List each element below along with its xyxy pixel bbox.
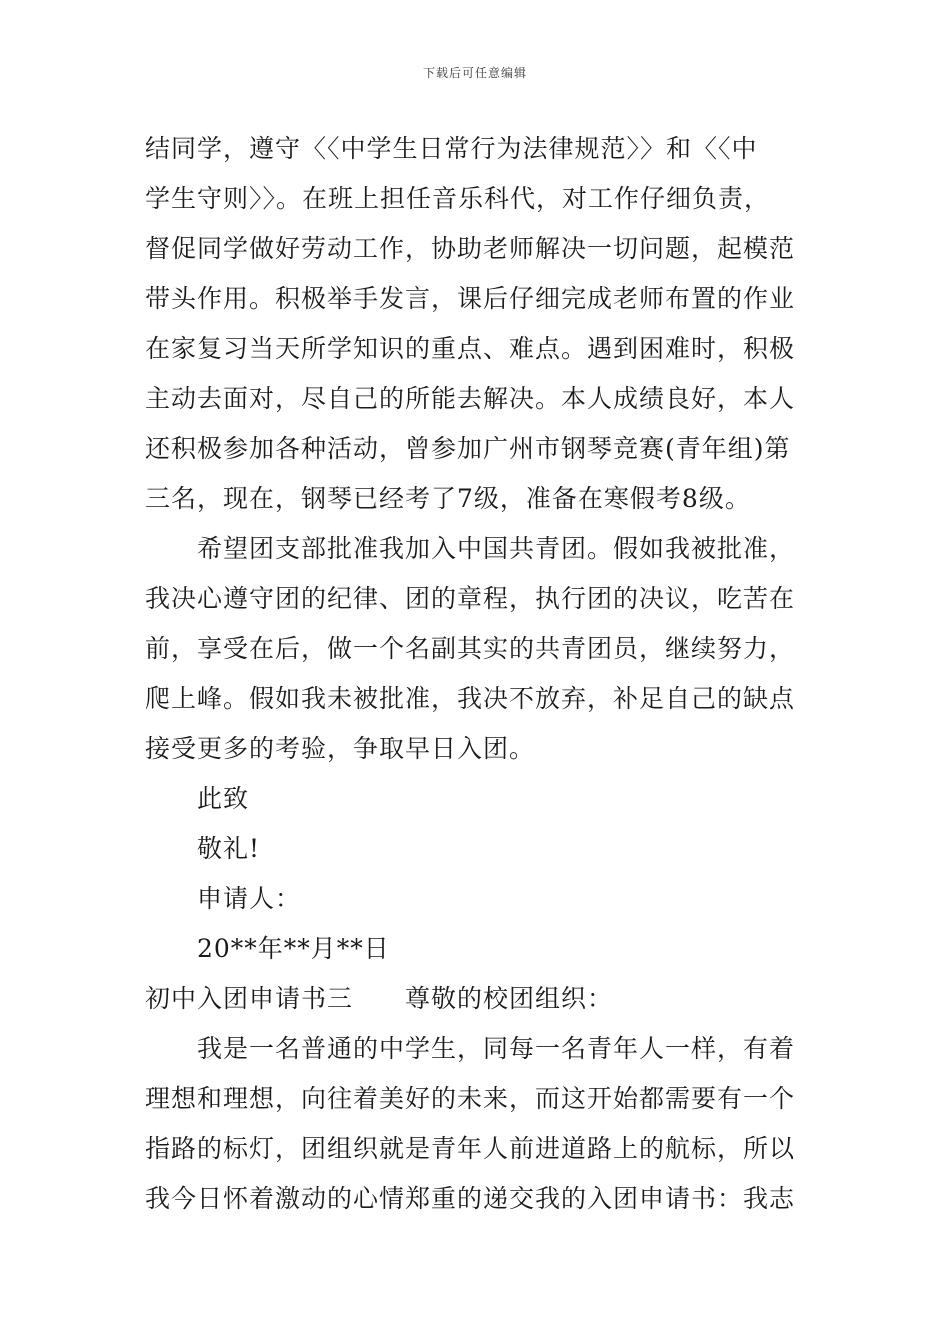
text-line: 指路的标灯，团组织就是青年人前进道路上的航标，所以: [145, 1134, 796, 1163]
text-line: 我今日怀着激动的心情郑重的递交我的入团申请书：我志: [145, 1184, 796, 1213]
text-line: 还积极参加各种活动，曾参加广州市钢琴竞赛(青年组)第: [145, 434, 791, 463]
text-line: 理想和理想，向往着美好的未来，而这开始都需要有一个: [145, 1084, 796, 1113]
paragraph-block-1: [145, 124, 810, 974]
text-line: 主动去面对，尽自己的所能去解决。本人成绩良好，本人: [145, 384, 796, 413]
document-body: [145, 124, 810, 1224]
text-line: 敬礼!: [197, 834, 261, 863]
page-header: 下载后可任意编辑: [422, 66, 527, 80]
text-line: 我是一名普通的中学生，同每一名青年人一样，有着: [197, 1034, 796, 1063]
text-line: 20**年**月**日: [197, 934, 390, 963]
text-line: 三名，现在，钢琴已经考了7级，准备在寒假考8级。: [145, 484, 751, 513]
text-line: 督促同学做好劳动工作，协助老师解决一切问题，起模范: [145, 234, 796, 263]
text-line: 带头作用。积极举手发言，课后仔细完成老师布置的作业: [145, 284, 796, 313]
salutation: 尊敬的校团组织：: [405, 984, 614, 1013]
text-line: 结同学，遵守〈〈中学生日常行为法律规范〉〉和〈〈中: [145, 134, 758, 163]
paragraph-block-2: [145, 1024, 810, 1224]
text-line: 学生守则〉〉。在班上担任音乐科代，对工作仔细负责，: [145, 184, 771, 213]
text-line: 在家复习当天所学知识的重点、难点。遇到困难时，积极: [145, 334, 796, 363]
text-line: 爬上峰。假如我未被批准，我决不放弃，补足自己的缺点: [145, 684, 796, 713]
text-line: 此致: [197, 784, 250, 813]
section-title: 初中入团申请书三: [145, 984, 354, 1013]
text-line: 接受更多的考验，争取早日入团。: [145, 734, 536, 763]
text-line: 前，享受在后，做一个名副其实的共青团员，继续努力，: [145, 634, 796, 663]
text-line: 希望团支部批准我加入中国共青团。假如我被批准，: [197, 534, 796, 563]
text-line: 我决心遵守团的纪律、团的章程，执行团的决议，吃苦在: [145, 584, 796, 613]
text-line: 申请人：: [197, 884, 302, 913]
section-heading-line: [145, 974, 810, 1024]
